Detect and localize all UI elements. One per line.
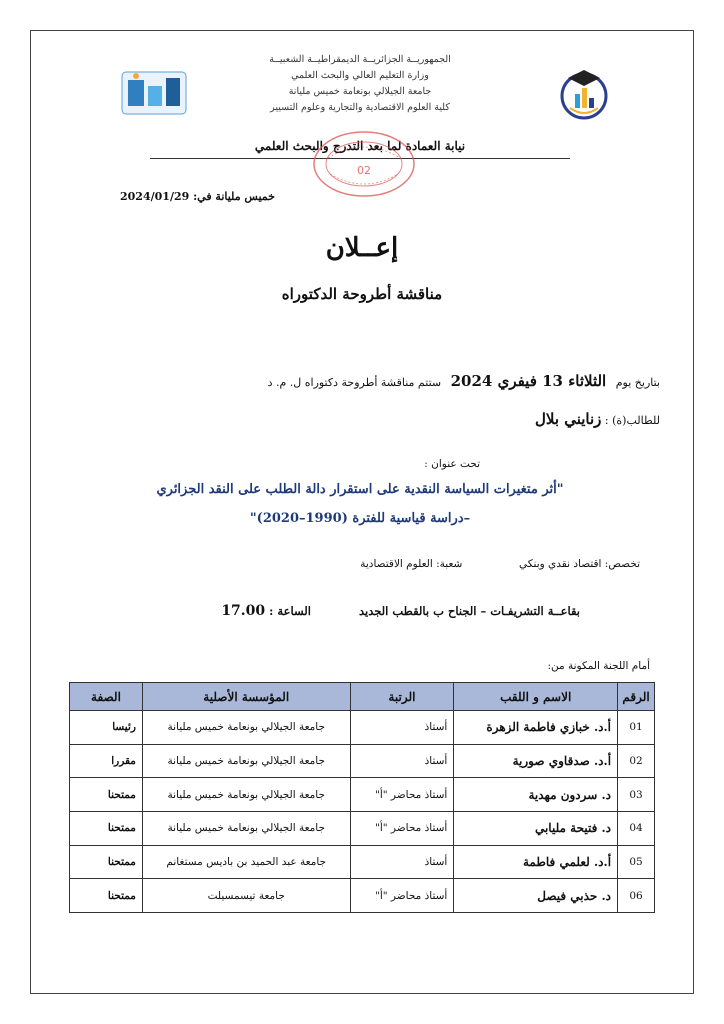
student-label: للطالب(ة) : (604, 414, 660, 427)
branch-label: شعبة: (436, 558, 463, 570)
cell-name: د. حذبي فيصل (454, 879, 618, 913)
committee-label: أمام اللجنة المكونة من: (547, 660, 650, 672)
header-department: نيابة العمادة لما بعد التدرج والبحث العلمي (254, 139, 466, 153)
cell-rank: أستاذ (350, 711, 454, 745)
cell-name: د. فتيحة مليابي (454, 812, 618, 846)
date-place: خميس مليانة في: (193, 190, 275, 203)
student-name: زنايني بلال (534, 410, 602, 428)
cell-role: مقررا (70, 744, 143, 778)
cell-institution: جامعة عبد الحميد بن باديس مستغانم (142, 845, 350, 879)
header-block (230, 52, 490, 116)
specialty-value: اقتصاد نقدي وبنكي (519, 558, 602, 570)
faculty-logo-right (558, 64, 610, 124)
table-row (70, 845, 655, 879)
header-institution: المؤسسة الأصلية (142, 683, 350, 711)
page-title: إعــلان (325, 233, 399, 263)
university-logo-left (120, 68, 188, 118)
thesis-label: تحت عنوان : (424, 458, 480, 470)
cell-rank: أستاذ محاضر "أ" (350, 879, 454, 913)
cell-rank: أستاذ (350, 744, 454, 778)
cell-institution: جامعة الجيلالي بونعامة خميس مليانة (142, 711, 350, 745)
cell-name: أ.د. لعلمي فاطمة (454, 845, 618, 879)
official-stamp (308, 128, 420, 200)
branch-value: العلوم الاقتصادية (360, 558, 433, 570)
cell-num: 04 (618, 812, 655, 846)
venue-place: بقاعــة التشريفـات – الجناح ب بالقطب الجديد (358, 604, 580, 618)
specialty-label: تخصص: (604, 558, 640, 570)
cell-role: ممتحنا (70, 845, 143, 879)
cell-rank: أستاذ (350, 845, 454, 879)
cell-institution: جامعة الجيلالي بونعامة خميس مليانة (142, 744, 350, 778)
cell-name: أ.د. صدقاوي صورية (454, 744, 618, 778)
date-line (120, 190, 275, 203)
cell-num: 06 (618, 879, 655, 913)
table-row (70, 744, 655, 778)
header-name: الاسم و اللقب (454, 683, 618, 711)
cell-name: د. سردون مهدية (454, 778, 618, 812)
venue-row (150, 603, 580, 619)
cell-role: ممتحنا (70, 778, 143, 812)
cell-num: 01 (618, 711, 655, 745)
table-row (70, 778, 655, 812)
date-value: 2024/01/29 (120, 190, 190, 203)
cell-institution: جامعة الجيلالي بونعامة خميس مليانة (142, 778, 350, 812)
announcement-prefix: بتاريخ يوم (615, 376, 660, 389)
jury-table-header (70, 683, 655, 711)
table-row (70, 711, 655, 745)
time-label: الساعة : (269, 604, 311, 618)
thesis-title-line2: –دراسة قياسية للفترة (1990–2020)" (249, 511, 471, 526)
header-republic: الجمهوريــة الجزائريــة الديمقراطيــة الشعبيــة (269, 54, 451, 65)
student-line (180, 410, 660, 428)
announcement-date: الثلاثاء 13 فيفري 2024 (450, 372, 607, 390)
cell-institution: جامعة تيسمسيلت (142, 879, 350, 913)
header-role: الصفة (70, 683, 143, 711)
cell-role: رئيسا (70, 711, 143, 745)
announcement-suffix: ستتم مناقشة أطروحة دكتوراه ل. م. د (267, 376, 442, 389)
header-university: جامعة الجيلالي بونعامة خميس مليانة (288, 86, 432, 97)
cell-num: 05 (618, 845, 655, 879)
cell-institution: جامعة الجيلالي بونعامة خميس مليانة (142, 812, 350, 846)
cell-role: ممتحنا (70, 879, 143, 913)
header-num: الرقم (618, 683, 655, 711)
table-row (70, 879, 655, 913)
stamp-number: 02 (357, 164, 371, 177)
header-rank: الرتبة (350, 683, 454, 711)
header-faculty: كلية العلوم الاقتصادية والتجارية وعلوم التسيير (270, 102, 450, 113)
cell-name: أ.د. خبازي فاطمة الزهرة (454, 711, 618, 745)
header-ministry: وزارة التعليم العالي والبحث العلمي (291, 70, 429, 81)
cell-rank: أستاذ محاضر "أ" (350, 812, 454, 846)
table-row (70, 812, 655, 846)
cell-num: 02 (618, 744, 655, 778)
time-value: 17.00 (221, 603, 266, 619)
cell-role: ممتحنا (70, 812, 143, 846)
page-subtitle: مناقشة أطروحة الدكتوراه (281, 285, 443, 303)
jury-table (69, 682, 655, 913)
cell-rank: أستاذ محاضر "أ" (350, 778, 454, 812)
specialty-row (300, 558, 640, 570)
thesis-title-line1: "أثر متغيرات السياسة النقدية على استقرار دالة الطلب على النقد الجزائري (156, 482, 564, 497)
announcement-date-line (180, 372, 660, 390)
cell-num: 03 (618, 778, 655, 812)
